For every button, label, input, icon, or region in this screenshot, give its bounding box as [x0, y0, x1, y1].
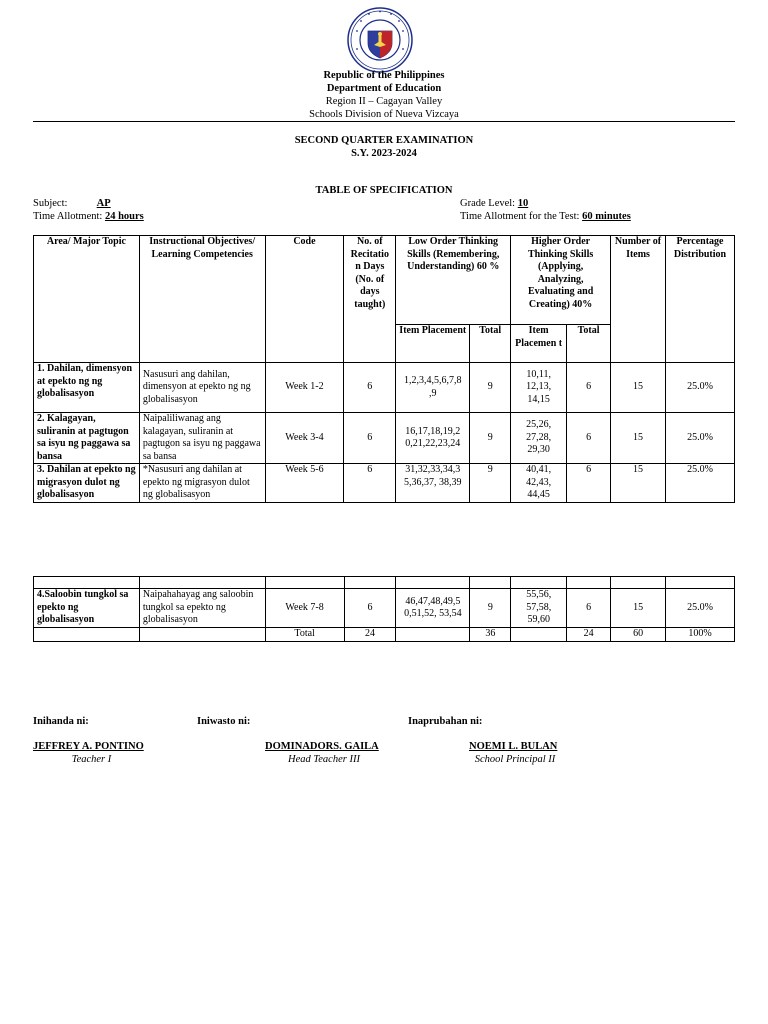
total-row [34, 628, 735, 642]
row-hots-total: 6 [567, 413, 611, 464]
row-lots-placement: 31,32,33,34,3 5,36,37, 38,39 [396, 464, 470, 503]
header-lots-placement: Item Placement [396, 325, 470, 363]
subject-line [33, 197, 111, 210]
deped-seal-logo [347, 7, 413, 73]
table-row [34, 363, 735, 413]
row-hots-total: 6 [567, 464, 611, 503]
table-row [34, 413, 735, 464]
row-lots-total: 9 [470, 589, 511, 628]
header-area: Area/ Major Topic [34, 236, 140, 363]
row-days: 6 [344, 464, 396, 503]
empty-row [34, 577, 735, 589]
row-hots-total: 6 [567, 363, 611, 413]
header-percentage: Percentage Distribution [665, 236, 734, 363]
total-lots: 36 [470, 628, 511, 642]
approved-by-name: NOEMI L. BULAN [469, 741, 558, 752]
total-percentage: 100% [666, 628, 735, 642]
row-hots-total: 6 [567, 589, 611, 628]
grade-level-line [460, 197, 528, 210]
row-objective: Naipaliliwanag ang kalagayan, suliranin at pagtugon sa isyu ng paggawa sa bansa [139, 413, 265, 464]
header-hots-total: Total [567, 325, 611, 363]
row-objective: *Nasusuri ang dahilan at epekto ng migrasyon dulot ng globalisasyon [139, 464, 265, 503]
checked-by-name: DOMINADORS. GAILA [265, 741, 379, 752]
row-code: Week 3-4 [265, 413, 344, 464]
header-code: Code [265, 236, 344, 363]
row-percentage: 25.0% [665, 464, 734, 503]
row-days: 6 [344, 413, 396, 464]
grade-level-label: Grade Level: [460, 198, 516, 209]
row-items: 15 [611, 413, 666, 464]
header-republic: Republic of the Philippines [323, 70, 445, 81]
row-lots-placement: 46,47,48,49,5 0,51,52, 53,54 [396, 589, 470, 628]
row-code: Week 1-2 [265, 363, 344, 413]
row-topic: 4.Saloobin tungkol sa epekto ng globalisasyon [34, 589, 140, 628]
test-time-line [460, 210, 631, 223]
header-items: Number of Items [611, 236, 666, 363]
header-days: No. of Recitatio n Days (No. of days taught) [344, 236, 396, 363]
header-hots: Higher Order Thinking Skills (Applying, Analyzing, Evaluating and Creating) 40% [511, 236, 611, 325]
row-days: 6 [344, 363, 396, 413]
time-allotment-value: 24 hours [104, 211, 144, 222]
row-items: 15 [611, 363, 666, 413]
row-percentage: 25.0% [665, 413, 734, 464]
header-department: Department of Education [326, 83, 442, 94]
row-code: Week 7-8 [265, 589, 344, 628]
row-lots-placement: 16,17,18,19,2 0,21,22,23,24 [396, 413, 470, 464]
specification-table [33, 235, 735, 503]
total-days: 24 [344, 628, 396, 642]
row-hots-placement: 40,41, 42,43, 44,45 [511, 464, 567, 503]
checked-by-label: Iniwasto ni: [197, 716, 251, 727]
prepared-by-label: Inihanda ni: [33, 716, 89, 727]
row-lots-total: 9 [470, 464, 511, 503]
school-year: S.Y. 2023-2024 [351, 148, 417, 159]
subject-label: Subject: [33, 198, 68, 209]
table-row [34, 464, 735, 503]
grade-level-value: 10 [517, 198, 529, 209]
row-topic: 2. Kalagayan, suliranin at pagtugon sa isyu ng paggawa sa bansa [34, 413, 140, 464]
header-lots-total: Total [470, 325, 511, 363]
test-time-value: 60 minutes [582, 211, 631, 222]
header-objectives: Instructional Objectives/ Learning Competencies [139, 236, 265, 363]
row-lots-total: 9 [470, 413, 511, 464]
table-row [34, 589, 735, 628]
row-topic: 1. Dahilan, dimensyon at epekto ng ng globalisasyon [34, 363, 140, 413]
checked-by-title: Head Teacher III [288, 754, 360, 765]
row-code: Week 5-6 [265, 464, 344, 503]
row-lots-total: 9 [470, 363, 511, 413]
header-hots-placement: Item Placemen t [511, 325, 567, 363]
header-region: Region II – Cagayan Valley [325, 96, 443, 107]
row-hots-placement: 10,11, 12,13, 14,15 [511, 363, 567, 413]
exam-title: SECOND QUARTER EXAMINATION [294, 135, 474, 146]
prepared-by-name: JEFFREY A. PONTINO [33, 741, 144, 752]
tos-title: TABLE OF SPECIFICATION [315, 185, 453, 196]
row-items: 15 [611, 589, 666, 628]
row-objective: Naipahahayag ang saloobin tungkol sa epekto ng globalisasyon [139, 589, 265, 628]
time-allotment-line [33, 210, 144, 223]
row-hots-placement: 25,26, 27,28, 29,30 [511, 413, 567, 464]
row-lots-placement: 1,2,3,4,5,6,7,8 ,9 [396, 363, 470, 413]
approved-by-title: School Principal II [474, 754, 556, 765]
prepared-by-title: Teacher I [71, 754, 112, 765]
row-objective: Nasusuri ang dahilan, dimensyon at epekto ng ng globalisasyon [139, 363, 265, 413]
row-days: 6 [344, 589, 396, 628]
total-hots: 24 [567, 628, 611, 642]
approved-by-label: Inaprubahan ni: [408, 716, 483, 727]
row-hots-placement: 55,56, 57,58, 59,60 [511, 589, 567, 628]
header-divider [33, 121, 735, 122]
row-percentage: 25.0% [665, 363, 734, 413]
header-lots: Low Order Thinking Skills (Remembering, Understanding) 60 % [396, 236, 511, 325]
row-topic: 3. Dahilan at epekto ng migrasyon dulot ng globalisasyon [34, 464, 140, 503]
header-division: Schools Division of Nueva Vizcaya [309, 109, 459, 120]
total-items: 60 [611, 628, 666, 642]
row-percentage: 25.0% [666, 589, 735, 628]
subject-value: AP [96, 198, 111, 209]
test-time-label: Time Allotment for the Test: [460, 211, 580, 222]
row-items: 15 [611, 464, 666, 503]
specification-table-continued [33, 576, 735, 642]
time-allotment-label: Time Allotment: [33, 211, 103, 222]
total-label: Total [265, 628, 344, 642]
